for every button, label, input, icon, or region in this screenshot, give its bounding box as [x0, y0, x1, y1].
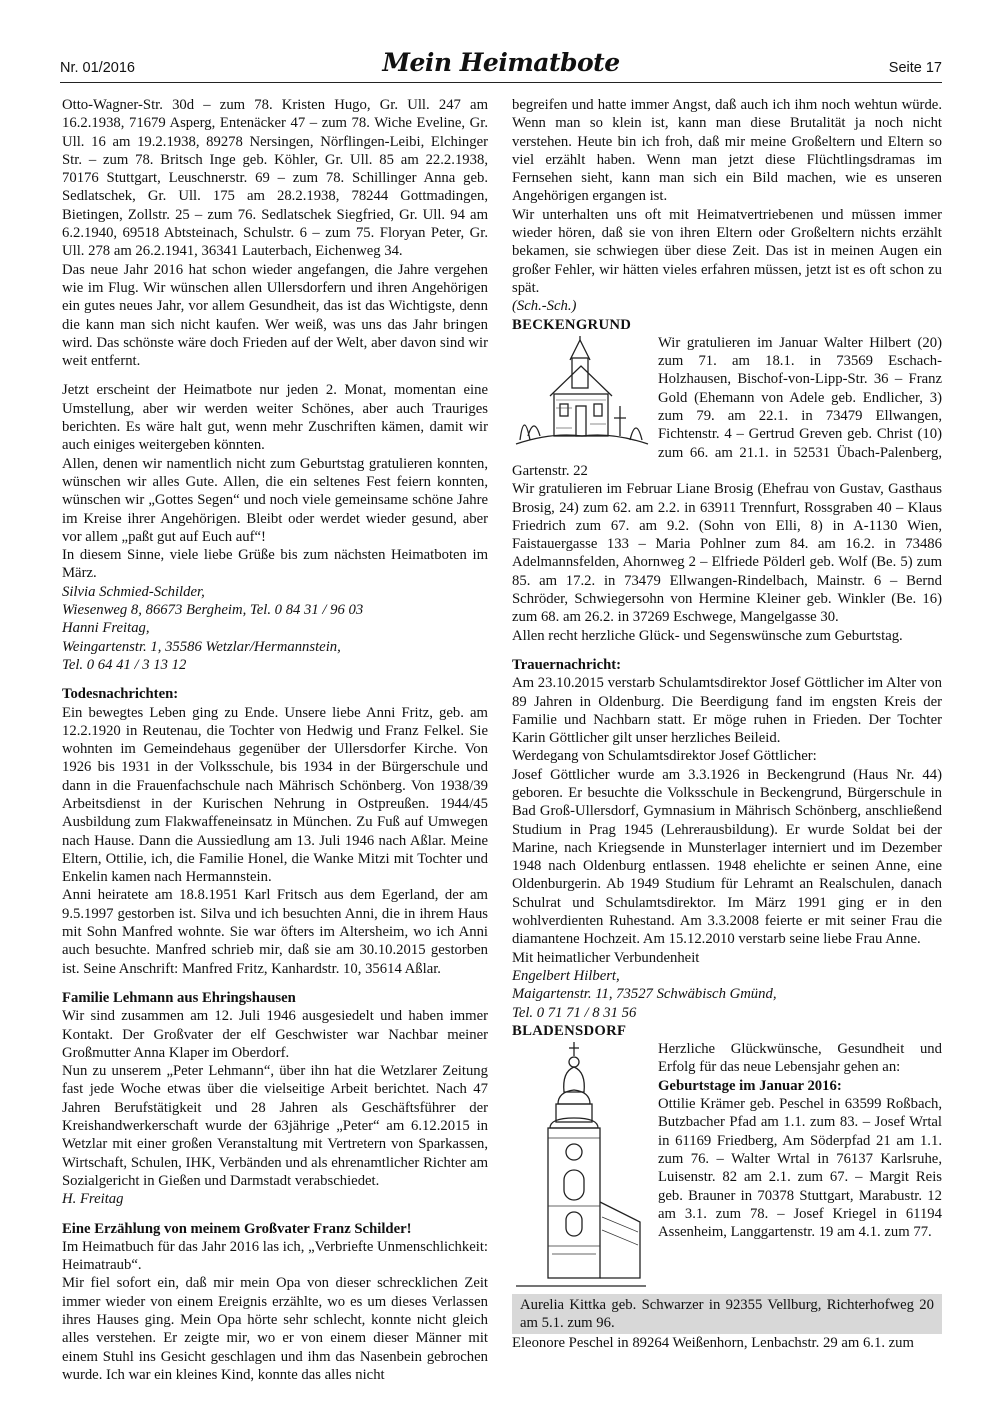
trauer-signature-address: Maigartenstr. 11, 73527 Schwäbisch Gmünd,: [512, 986, 777, 1003]
todes-paragraph-2: Anni heiratete am 18.8.1951 Karl Fritsch aus dem Egerland, der am 9.5.1997 gestorben ist. Silva und ich besuchten Anni, die in ihrem Haus mit Sohn Manfred wohnte. Sie war öfters im Altersheim, wo ich Anni auch besuchte. Manfred schrieb mir, daß sie am 30.10.2015 gestorben ist. Seine Anschrift: Manfred Fritz, Kanhardstr. 10, 35614 Aßlar.: [62, 887, 488, 977]
page-number: Seite 17: [888, 60, 942, 76]
erzaehlung-paragraph-2: Mir fiel sofort ein, daß mir mein Opa von dieser schrecklichen Zeit immer wieder von einem Ereignis erzählte, wo es um dieses Verlassen ihres Hauses ging. Mein Opa hörte sehr schlecht, konnte nicht gleich alles verstehen. Er zeigte mir, wo er von einem dieser Männer mit einem Stuhl ins Gesicht geschlagen und ihm das Nasenbein gebrochen wurde. Ich war ein kleines Kind, konnte das alles nicht: [62, 1275, 488, 1383]
beckengrund-february: Wir gratulieren im Februar Liane Brosig (Ehefrau von Gustav, Gasthaus Brosig, 24) zum 62. am 2.2. in 63911 Trennfurt, Rossgraben 40 – Klaus Friedrich zum 67. am 9.2. (Sohn von Elli, 8) in A-1130 Wien, Faistauergasse 133 – Maria Pohlner zum 84. am 16.2. in 73486 Adelmannsfelden, Ahornweg 2 – Elfriede Pölderl geb. Wolf (Be. 5) zum 85. am 17.2. in 73479 Ellwangen-Rindelbach, Mainstr. 6 – Bernd Schröder, Schwiegersohn von Hermine Kleiner geb. Winkler (Be. 16) zum 68. am 26.2. in 37269 Eschwege, Mangelgasse 30.: [512, 481, 942, 626]
lehmann-signature: H. Freitag: [62, 1191, 124, 1208]
left-column: [62, 96, 488, 1384]
lehmann-paragraph-1: Wir sind zusammen am 12. Juli 1946 ausgesiedelt und haben immer Kontakt. Der Großvater der elf Geschwister war Nachbar meiner Großmutter Anna Klaper im Oberdorf.: [62, 1008, 488, 1061]
issue-number: Nr. 01/2016: [60, 60, 135, 76]
beckengrund-wishes: Allen recht herzliche Glück- und Segenswünsche zum Geburtstag.: [512, 627, 903, 644]
erzaehlung-signature: (Sch.-Sch.): [512, 298, 577, 315]
todes-paragraph-1: Ein bewegtes Leben ging zu Ende. Unsere liebe Anni Fritz, geb. am 12.2.1920 in Reutenau, die Tochter von Hedwig und Franz Felkel. Sie wohnten im Gemeindehaus gegenüber der Ullersdorfer Kirche. Von 1926 bis 1931 in der Volksschule, bis 1934 in der Bürgerschule und dann in die Frauenfachschule nach Mährisch Schönberg. Von 1938/39 Arbeitsdienst in der Kurischen Nehrung in Ostpreußen. 1944/45 Ausbildung zum Flakwaffeneinsatz in München. Zu Fuß auf Umwegen nach Hause. Dann die Aussiedlung am 13. Juli 1946 nach Aßlar. Meine Eltern, Ottilie, ich, die Familie Honel, die Wanke Mitzi mit Tochter und Enkelin kamen nach Hermannstein.: [62, 704, 488, 886]
trauer-signature-name: Engelbert Hilbert,: [512, 967, 620, 984]
erzaehlung-paragraph-1: Im Heimatbuch für das Jahr 2016 las ich, „Verbriefte Unmenschlichkeit: Heimatraub“.: [62, 1238, 488, 1274]
todes-heading: Todesnachrichten:: [62, 686, 179, 703]
beckengrund-title: BECKENGRUND: [512, 316, 632, 333]
new-year-paragraph: Das neue Jahr 2016 hat schon wieder angefangen, die Jahre vergehen wie im Flug. Wir wünschen allen Ullersdorfern und ihren Angehörigen ein gutes neues Jahr, vor allem Gesundheit, das ist das Wichtigste, denn die kann man sich nicht kaufen. Wer weiß, was uns das Jahr bringen wird. Das schönste wäre doch Frieden auf der Welt, aber davon sind wir weit entfernt.: [62, 261, 488, 370]
chapel-illustration: [512, 336, 650, 454]
right-column: [512, 96, 942, 1352]
signature-name-1: Silvia Schmied-Schilder,: [62, 583, 205, 600]
signature-tel-2: Tel. 0 64 41 / 3 13 12: [62, 656, 187, 673]
trauer-paragraph-1: Am 23.10.2015 verstarb Schulamtsdirektor Josef Göttlicher im Alter von 89 Jahren in Oldenburg. Die Beerdigung fand im engsten Kreis der Familie und Nachbarn statt. Er möge ruhen in Frieden. Der Tochter Karin Göttlicher gilt unser herzliches Beileid.: [512, 675, 942, 747]
wishes-paragraph: Allen, denen wir namentlich nicht zum Geburtstag gratulieren konnten, wünschen wir alles Gute. Allen, die ein seltenes Fest feiern konnten, wünschen wir „Gottes Segen“ und noch viele gemeinsame schöne Jahre im Kreise ihrer Angehörigen. Bleibt oder werdet wieder gesund, aber vor allem „paßt gut auf Euch auf“!: [62, 455, 488, 545]
erzaehlung-continued-1: begreifen und hatte immer Angst, daß auch ich ihm noch wehtun würde. Wenn man so klein ist, kann man diese Brutalität ja noch nicht verstehen. Heute bin ich froh, daß mir meine Großeltern und Eltern so viel erzählt haben. Wenn man jetzt diese Flüchtlingsdramas im Fernsehen sieht, kann man sich ein Bild machen, wie es unseren Angehörigen ergangen ist.: [512, 97, 942, 205]
bladensdorf-intro: Herzliche Glückwünsche, Gesundheit und Erfolg für das neue Lebensjahr gehen an:: [658, 1041, 942, 1076]
bladensdorf-birthdays: Ottilie Krämer geb. Peschel in 63599 Roßbach, Butzbacher Pfad am 1.1. zum 83. – Josef Wrtal in 61169 Friedberg, Am Söderpfad 21 am 1.1. zum 76. – Walter Wrtal in 76137 Karlsruhe, Luisenstr. 82 am 2.1. zum 67. – Margit Reis geb. Brauner in 70378 Stuttgart, Marabustr. 12 am 3.1. zum 78. – Josef Kriegel in 61194 Assenheim, Langgartenstr. 19 am 4.1. zum 77.: [658, 1096, 942, 1241]
trauer-heading: Trauernachricht:: [512, 656, 622, 673]
bladensdorf-last-line: Eleonore Peschel in 89264 Weißenhorn, Lenbachstr. 29 am 6.1. zum: [512, 1335, 914, 1352]
page-header: [60, 48, 942, 83]
birthday-list-continued: Otto-Wagner-Str. 30d – zum 78. Kristen Hugo, Gr. Ull. 247 am 16.2.1938, 71679 Asperg, Entenäcker 47 – zum 78. Wiche Eveline, Gr. Ull. 16 am 19.2.1938, 89278 Nersingen, Nörflingen-Leibi, Elchinger Str. – zum 78. Britsch Inge geb. Köhler, Gr. Ull. 85 am 22.2.1938, 70176 Stuttgart, Leuschnerstr. 69 – zum 78. Schillinger Anna geb. Sedlatschek, Gr. Ull. 175 am 28.2.1938, 78244 Gottmadingen, Bietingen, Zollstr. 25 – zum 76. Sedlatschek Siegfried, Gr. Ull. 94 am 6.2.1940, 69518 Abtsteinach, Schulstr. 6 – zum 75. Floryan Peter, Gr. Ull. 278 am 26.2.1941, 36341 Lauterbach, Eichenweg 34.: [62, 97, 488, 260]
trauer-signature-tel: Tel. 0 71 71 / 8 31 56: [512, 1004, 637, 1021]
lehmann-heading: Familie Lehmann aus Ehringshausen: [62, 989, 296, 1006]
masthead-logo: Mein Heimatbote: [382, 48, 620, 77]
erzaehlung-heading: Eine Erzählung von meinem Großvater Franz Schilder!: [62, 1220, 412, 1237]
lehmann-paragraph-2: Nun zu unserem „Peter Lehmann“, über ihn hat die Wetzlarer Zeitung fast jede Woche etwas über die vielseitige Arbeit berichtet. Nach 47 Jahren Berufstätigkeit und 28 Jahren als Geschäftsführer der Kreishandwerkerschaft wurde der 63jährige „Peter“ am 6.12.2015 in Wetzlar mit einer großen Veranstaltung mit Vertretern von Sparkassen, Wirtschaft, Schulen, IHK, Verbänden und als ehrenamtlicher Richter am Sozialgericht in Gießen und Darmstadt verabschiedet.: [62, 1063, 488, 1189]
trauer-paragraph-3: Josef Göttlicher wurde am 3.3.1926 in Beckengrund (Haus Nr. 44) geboren. Er besuchte die Volksschule in Beckengrund, Bürgerschule in Bad Groß-Ullersdorf, Gymnasium in Mährisch Schönberg, anschließend Studium in Prag 1945 (Lehrerausbildung). Er wurde Soldat bei der Marine, nach Kriegsende in Munsterlager interniert und im Dezember 1948 nach Oldenburg entlassen. 1948 ehelichte er seinen Anne, eine Oldenburgerin. Ab 1949 Studium für Lehramt an Realschulen, danach Schulrat und Schulamtsdirektor. Im März 1991 ging er in den wohlverdienten Ruhestand. Am 3.3.2008 feierte er mit seiner Frau die diamantene Hochzeit. Am 15.12.2010 verstarb seine liebe Frau Anne.: [512, 766, 942, 948]
signature-name-2: Hanni Freitag,: [62, 620, 150, 637]
bladensdorf-subheading: Geburtstage im Januar 2016:: [658, 1077, 842, 1094]
trauer-paragraph-2: Werdegang von Schulamtsdirektor Josef Göttlicher:: [512, 748, 817, 765]
erzaehlung-continued-2: Wir unterhalten uns oft mit Heimatvertriebenen und müssen immer wieder hören, daß sie von ihren Eltern oder Großeltern nichts erzählt bekamen, sie schwiegen über diese Zeit. Das ist in meinen Augen ein großer Fehler, wir hätten vieles erfahren müssen, jetzt ist es oft schon zu spät.: [512, 206, 942, 296]
bladensdorf-title: BLADENSDORF: [512, 1022, 627, 1039]
trauer-closing: Mit heimatlicher Verbundenheit: [512, 949, 700, 966]
church-tower-illustration: [512, 1042, 650, 1292]
signature-address-2: Weingartenstr. 1, 35586 Wetzlar/Hermannstein,: [62, 638, 341, 655]
greetings-paragraph: In diesem Sinne, viele liebe Grüße bis zum nächsten Heimatboten im März.: [62, 547, 488, 582]
beckengrund-january: Wir gratulieren im Januar Walter Hilbert (20) zum 71. am 18.1. in 73569 Eschach-Holzhausen, Bischof-von-Lipp-Str. 36 – Franz Gold (Ehemann von Adele geb. Endlicher, 3) zum 79. am 22.1. in 73479 Ellwangen, Fichtenstr. 4 – Gertrud Greven geb. Christ (10) zum 66. am 21.1. in 52531 Übach-Palenberg, Gartenstr. 22: [512, 334, 942, 479]
frequency-paragraph: Jetzt erscheint der Heimatbote nur jeden 2. Monat, momentan eine Umstellung, aber wir werden weiter Schönes, aber auch Trauriges berichten. Es wäre halt gut, wenn mehr Zuschriften kämen, damit wir auch einiges weitergeben könnten.: [62, 382, 488, 454]
bladensdorf-highlight-box: Aurelia Kittka geb. Schwarzer in 92355 Vellburg, Richterhofweg 20 am 5.1. zum 96.: [512, 1294, 942, 1334]
signature-address-1: Wiesenweg 8, 86673 Bergheim, Tel. 0 84 31 / 96 03: [62, 602, 364, 619]
